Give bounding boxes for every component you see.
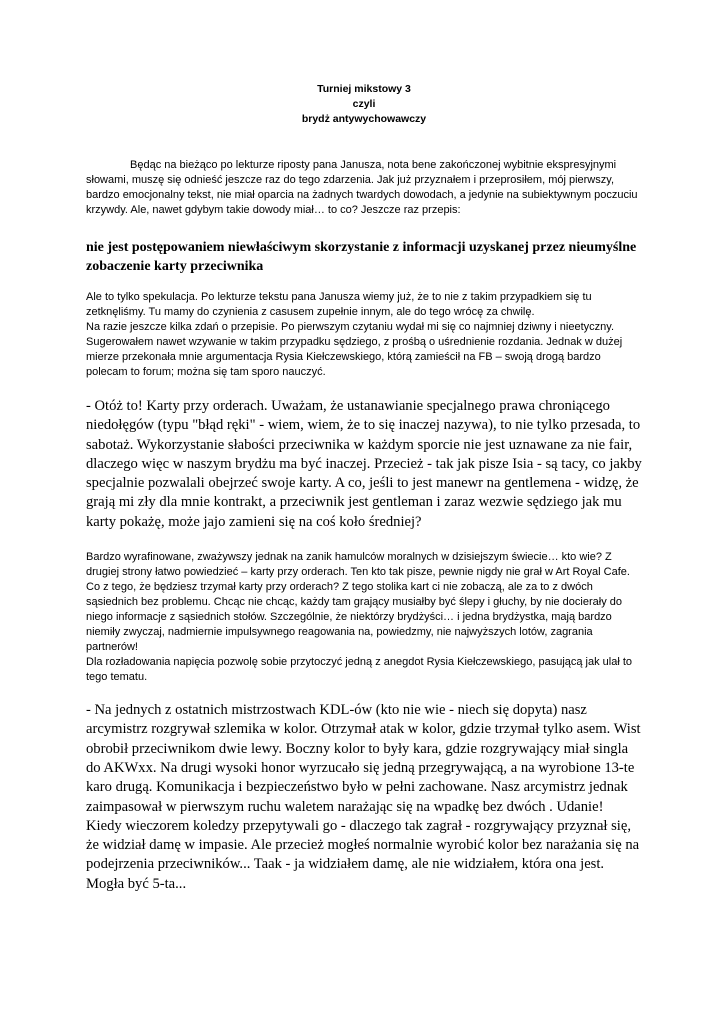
rule-quote: nie jest postępowaniem niewłaściwym skorzystanie z informacji uzyskanej przez nieumyślne zobaczenie karty przeciwnika — [86, 240, 637, 274]
speculation-paragraph-1: Ale to tylko spekulacja. Po lekturze tekstu pana Janusza wiemy już, że to nie z takim przypadkiem się tu zetknęliśmy. Tu mamy do czynienia z casusem zupełnie innym, ale do tego wrócę za chwilę. — [86, 291, 592, 318]
reply-paragraph-2: Dla rozładowania napięcia pozwolę sobie przytoczyć jedną z anegdot Rysia Kiełczewskiego, pasującą jak ulał to tego tematu. — [86, 656, 633, 684]
anecdote-paragraph: - Na jednych z ostatnich mistrzostwach KDL-ów (kto nie wie - niech się dopyta) nasz arcymistrz rozgrywał szlemika w kolor. Otrzymał atak w kolor, gdzie trzymał tylko asem. Wist obrobił przeciwnikom dwie lewy. Boczny kolor to były kara, gdzie rozgrywający miał singla do AKWxx. Na drugi wysoki honor wyrzucało się jedną przegrywającą, a na wyrobione 13-te karo drugą. Komunikacja i bezpieczeństwo było w pełni zachowane. Nasz arcymistrz jednak zaimpasował w pierwszym ruchu waletem narażając się na wpadkę bez dwóch . Udanie! Kiedy wieczorem koledzy przepytywali go - dlaczego tak zagrał - rozgrywający przyznał się, że widział damę w impasie. Ale przecież mogłeś normalnie wyrobić kolor bez narażania się na podejrzenia przeciwników... Taak - ja widziałem damę, ale nie widziałem, która ona jest. Mogła być 5-ta... — [86, 702, 641, 892]
speculation-paragraph-2: Na razie jeszcze kilka zdań o przepisie. Po pierwszym czytaniu wydał mi się co najmniej dziwny i nieetyczny. Sugerowałem nawet wzywanie w takim przypadku sędziego, z prośbą o uśrednienie rozdania. Jednak w dużej mierze przekonała mnie argumentacja Rysia Kiełczewskiego, którą zamieścił na FB – swoją drogą bardzo polecam to forum; można się tam sporo nauczyć. — [86, 321, 623, 378]
intro-paragraph — [86, 158, 642, 218]
title-line-3: brydż antywychowawczy — [301, 113, 427, 125]
document-title — [86, 82, 642, 127]
title-line-1: Turniej mikstowy 3 — [317, 83, 411, 95]
title-line-2: czyli — [352, 98, 376, 110]
intro-text: Będąc na bieżąco po lekturze riposty pana Janusza, nota bene zakończonej wybitnie ekspresyjnymi słowami, muszę się odnieść jeszcze raz do tego zdarzenia. Jak już przyznałem i przeprosiłem, mój pierwszy, bardzo emocjonalny tekst, nie miał oparcia na żadnych twardych dowodach, a jedynie na subiektywnym poczuciu krzywdy. Ale, nawet gdybym takie dowody miał… to co? Jeszcze raz przepis: — [86, 159, 638, 216]
reply-paragraph-1: Bardzo wyrafinowane, zważywszy jednak na zanik hamulców moralnych w dzisiejszym świecie… kto wie? Z drugiej strony łatwo powiedzieć – karty przy orderach. Ten kto tak pisze, pewnie nigdy nie grał w Art Royal Cafe. Co z tego, że będziesz trzymał karty przy orderach? Z tego stolika kart ci nie zobaczą, ale za to z dwóch sąsiednich bez problemu. Chcąc nie chcąc, każdy tam grający musiałby być ślepy i głuchy, by nie docierały do niego informacje z sąsiednich stołów. Szczególnie, że niektórzy brydżyści… i jedna brydżystka, mają bardzo niemiły zwyczaj, nadmiernie impulsywnego reagowania na, powiedzmy, nie najwyższych lotów, zagrania partnerów! — [86, 551, 630, 654]
rysio-quote-paragraph: - Otóż to! Karty przy orderach. Uważam, że ustanawianie specjalnego prawa chroniącego niedołęgów (typu "błąd ręki" - wiem, wiem, że to się inaczej nazywa), to nie tylko przesada, to sabotaż. Wykorzystanie słabości przeciwnika w każdym sporcie nie jest uznawane za nie fair, dlaczego więc w naszym brydżu ma być inaczej. Przecież - tak jak pisze Isia - są tacy, co jakby specjalnie pozwalali obejrzeć swoje karty. A co, jeśli to jest manewr na gentlemena - widzę, że grają mi zły dla mnie kontrakt, a przeciwnik jest gentleman i zaraz wezwie sędziego jak mu karty pokażę, może jajo zamieni się na coś koło średniej? — [86, 398, 642, 530]
document-page — [86, 82, 642, 894]
